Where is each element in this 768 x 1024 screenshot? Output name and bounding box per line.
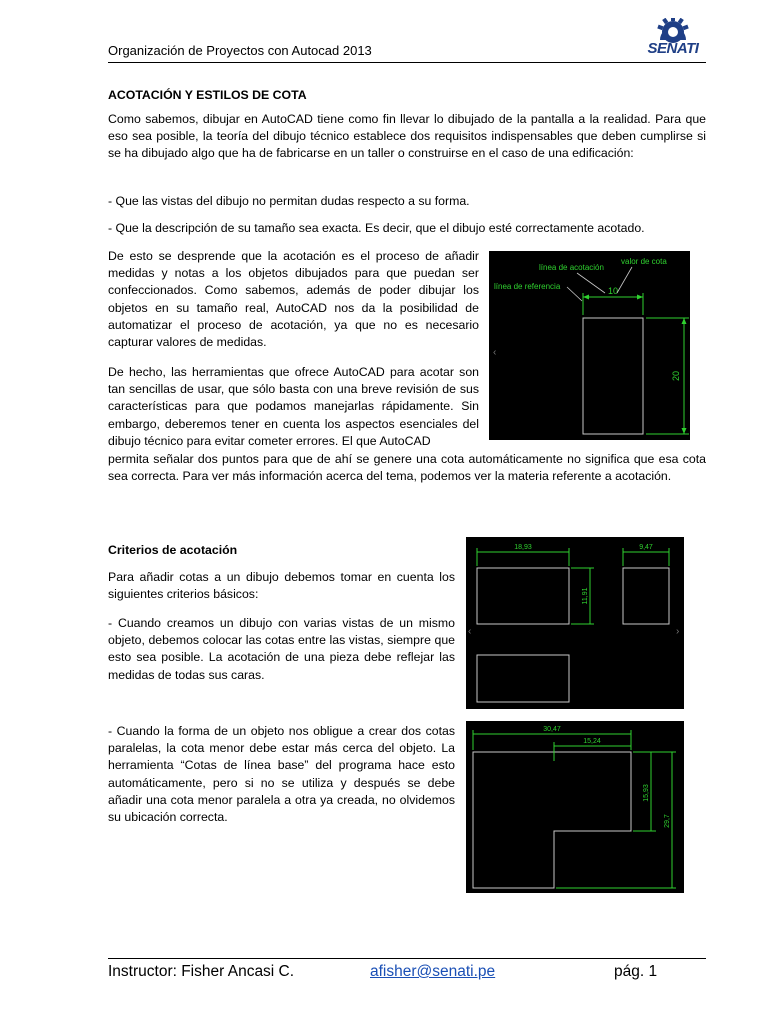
header-rule [108, 62, 706, 63]
footer-email-link[interactable]: afisher@senati.pe [370, 963, 496, 980]
dim-total-text: 30,47 [543, 726, 561, 733]
footer-instructor: Instructor: Fisher Ancasi C. [108, 963, 295, 980]
label-linea-acotacion: línea de acotación [539, 263, 604, 272]
dim-width-text: 10 [607, 286, 619, 296]
header-title: Organización de Proyectos con Autocad 2013 [108, 43, 372, 58]
criteria-2: - Cuando la forma de un objeto nos obligue a crear dos cotas paralelas, la cota menor debe estar más cerca del objeto. La herramienta “Cotas de línea base” del programa hace esto automáticamente, pero si no se utiliza y después se debe añadir una cota menor paralela a otra ya creada, no olvidemos su ubicación correcta. [108, 724, 455, 825]
logo-text: SENATI [647, 40, 699, 57]
front-view [477, 568, 569, 624]
criteria-intro: Para añadir cotas a un dibujo debemos tomar en cuenta los siguientes criterios básicos: [108, 570, 455, 602]
dim-a-text: 18,93 [514, 544, 532, 551]
criteria-1: - Cuando creamos un dibujo con varias vistas de un mismo objeto, debemos colocar las cotas entre las vistas, siempre que esto sea posible. La acotación de una pieza debe reflejar las medidas de todas sus caras. [108, 616, 455, 682]
leader-line-3 [567, 287, 582, 301]
senati-logo [640, 18, 706, 62]
criteria-heading: Criterios de acotación [108, 543, 238, 557]
bullet-2: - Que la descripción de su tamaño sea exacta. Es decir, que el dibujo esté correctamente acotado. [108, 221, 645, 235]
dim-partial-text: 15,24 [583, 738, 601, 745]
footer-rule [108, 958, 706, 959]
side-view [623, 568, 669, 624]
leader-line-1 [577, 273, 605, 293]
figure-views-dimensioning [466, 537, 684, 709]
label-linea-referencia: línea de referencia [494, 282, 561, 291]
leader-line-2 [617, 267, 632, 293]
section-heading: ACOTACIÓN Y ESTILOS DE COTA [108, 88, 307, 102]
bullet-1: - Que las vistas del dibujo no permitan dudas respecto a su forma. [108, 194, 470, 208]
right-arrow-icon: › [676, 626, 680, 637]
label-valor-cota: valor de cota [621, 257, 667, 266]
figure-baseline-dimensioning [466, 721, 684, 893]
dim-height-text: 20 [671, 370, 681, 382]
top-view [477, 655, 569, 702]
left-arrow-icon: ‹ [493, 347, 497, 358]
paragraph-2: De esto se desprende que la acotación es el proceso de añadir medidas y notas a los objetos dibujados para que puedan ser confeccionados. Como sabemos, además de poder dibujar los objetos en su tamaño real, AutoCAD nos da la posibilidad de automatizar el proceso de acotación, ya que no es necesario capturar valores de medidas. [108, 249, 479, 350]
left-arrow-icon: ‹ [468, 626, 472, 637]
figure-dimension-parts [489, 251, 690, 440]
drawn-rectangle [583, 318, 643, 434]
dim-v2-text: 29,7 [664, 814, 671, 828]
dim-c-text: 11,91 [582, 587, 589, 605]
l-shaped-object [473, 752, 631, 888]
paragraph-3b: permita señalar dos puntos para que de ahí se genere una cota automáticamente no significa que esa cota sea correcta. Para ver más información acerca del tema, podemos ver la materia referente a acotación. [108, 452, 706, 484]
footer-page-number: pág. 1 [614, 963, 658, 980]
dim-v1-text: 15,93 [643, 784, 650, 802]
dim-b-text: 9,47 [639, 544, 653, 551]
intro-paragraph: Como sabemos, dibujar en AutoCAD tiene como fin llevar lo dibujado de la pantalla a la realidad. Para que eso sea posible, la teoría del dibujo técnico establece dos requisitos indispensables que deben cumplirse si se ha dibujado algo que ha de fabricarse en un taller o construirse en el caso de una edificación: [108, 112, 706, 161]
paragraph-3a: De hecho, las herramientas que ofrece AutoCAD para acotar son tan sencillas de usar, que sólo basta con una breve revisión de sus características para que podamos manejarlas rápidamente. Sin embargo, deberemos tener en cuenta los aspectos esenciales del dibujo técnico para evitar cometer errores. El que AutoCAD [108, 365, 479, 448]
